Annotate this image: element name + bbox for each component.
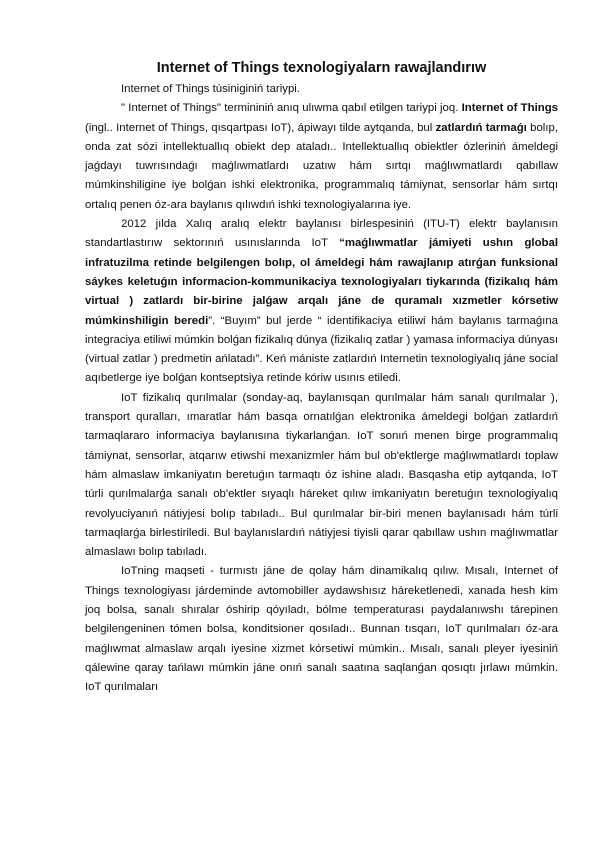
p1-bold-1: Internet of Things: [461, 102, 558, 115]
paragraph-goal: IoTning maqseti - turmıstı jáne de qolay hám dinamikalıq qılıw. Mısalı, Internet of Things texnologiyası járdeminde avtomobiller aydawshısız háreketlenedi, xanada hesh kim joq bolsa, sanalı shıralar óshirip qóyıladı, bólme temperaturası paydalanıwshı tárepinen belgilengeninen tómen bolsa, konditsioner qosıladı.. Bunnan tısqarı, IoT qurılmaları óz-ara maǵlıwmat almaslaw arqalı iyesine xizmet kórsetiwi múmkin.. Mısalı, sanalı pleyer iyesiniń qálewine qaray tańlawı múmkin jáne onıń sanalı saatına saqlanǵan qosıqtı jırlawı múmkin. IoT qurılmaları: [85, 565, 558, 694]
page-title: Internet of Things texnologiyalarn rawajlandırıw: [156, 60, 487, 76]
p1-text-3: bolıp, onda zat sózi intellektuallıq obiekt dep ataladı.. Intellektuallıq obiektler ózleriniń ámeldegi jaǵdayı tuwrısındaǵı maǵlıwmatlardı uzatıw hám sırtqı maǵlıwmatlardı qabıllaw múmkinshiligine iye bolǵan ishki elektronika, programmalıq támiynat, sensorlar hám sırtqı ortalıq penen óz-ara baylanıs qılıwdıń ishki texnologiyalarına iye.: [85, 121, 558, 211]
paragraph-devices: IoT fizikalıq qurılmalar (sonday-aq, baylanısqan qurılmalar hám sanalı qurılmalar ), transport quralları, ımaratlar hám basqa ornatılǵan elektronika ámeldegi bolǵan zatlardıń tarmaqlararo informaciya baylanısına tiykarlanǵan. IoT sonıń menen birge programmalıq támiynat, sensorlar, atqarıw etiwshi mexanizmler hám bul ob'ektlerge maǵlıwmatlardı toplaw hám almaslaw imkaniyatın beretuǵın tarmaqtı óz ishine aladı. Basqasha etip aytqanda, IoT túrli qurılmalarǵa sanalı ob'ektler sıyaqlı háreket qılıw imkaniyatın beretuǵın texnologiyalıq revolyuciyanıń nátiyjesi bolıp tabıladı.. Bul qurılmalar bir-biri menen baylanısadı hám túrli tarmaqlarǵa birlestiriledi. Bul baylanıslardıń nátiyjesi tiyisli qarar qabıllaw ushın maǵlıwmatlar almaslawı bolıp tabıladı.: [85, 391, 558, 559]
subtitle: Internet of Things túsiniginiń tariypi.: [121, 83, 300, 95]
p2-text-1: 2012 jılda Xalıq aralıq elektr baylanısı birlespesiniń (ITU-T) elektr baylanısın standartlastırıw sektorınıń usınıslarında IoT: [85, 218, 558, 250]
p1-text-2: (ingl.. Internet of Things, qısqartpası IoT), ápiwayı tilde aytqanda, bul: [85, 121, 436, 134]
p2-text-2: ”. “Buyım” bul jerde “ identifikaciya etiliwi hám baylanıs tarmaǵına integraciya etiliwi múmkin bolǵan fizikalıq dúnya (fizikalıq zatlar ) yamasa informaciya dúnyası (virtual zatlar ) predmetin ańlatadı”. Keń mániste zatlardıń Internetin texnologiyalıq jáne social aqıbetlerge iye bolǵan kontseptsiya retinde kóriw usınıs etiledi.: [85, 314, 559, 385]
paragraph-itu: [85, 215, 558, 389]
p2-bold-1: “maǵlıwmatlar jámiyeti ushın global infratuzilma retinde belgilengen bolıp, ol ámeldegi hám rawajlanıp atırǵan funksional sáykes keletuǵın informacion-kommunikaciya texnologiyaları tiykarında (fizikalıq hám virtual ) zatlardı bir-birine jalǵaw arqalı jáne de quramalı xızmetler kórsetiw múmkinshiligin beredi: [85, 237, 558, 327]
p1-bold-2: zatlardıń tarmaǵı: [435, 121, 527, 134]
p1-text-1: " Internet of Things" termininiń anıq ulıwma qabıl etilgen tariypi joq.: [121, 102, 462, 115]
paragraph-definition: [85, 99, 558, 215]
